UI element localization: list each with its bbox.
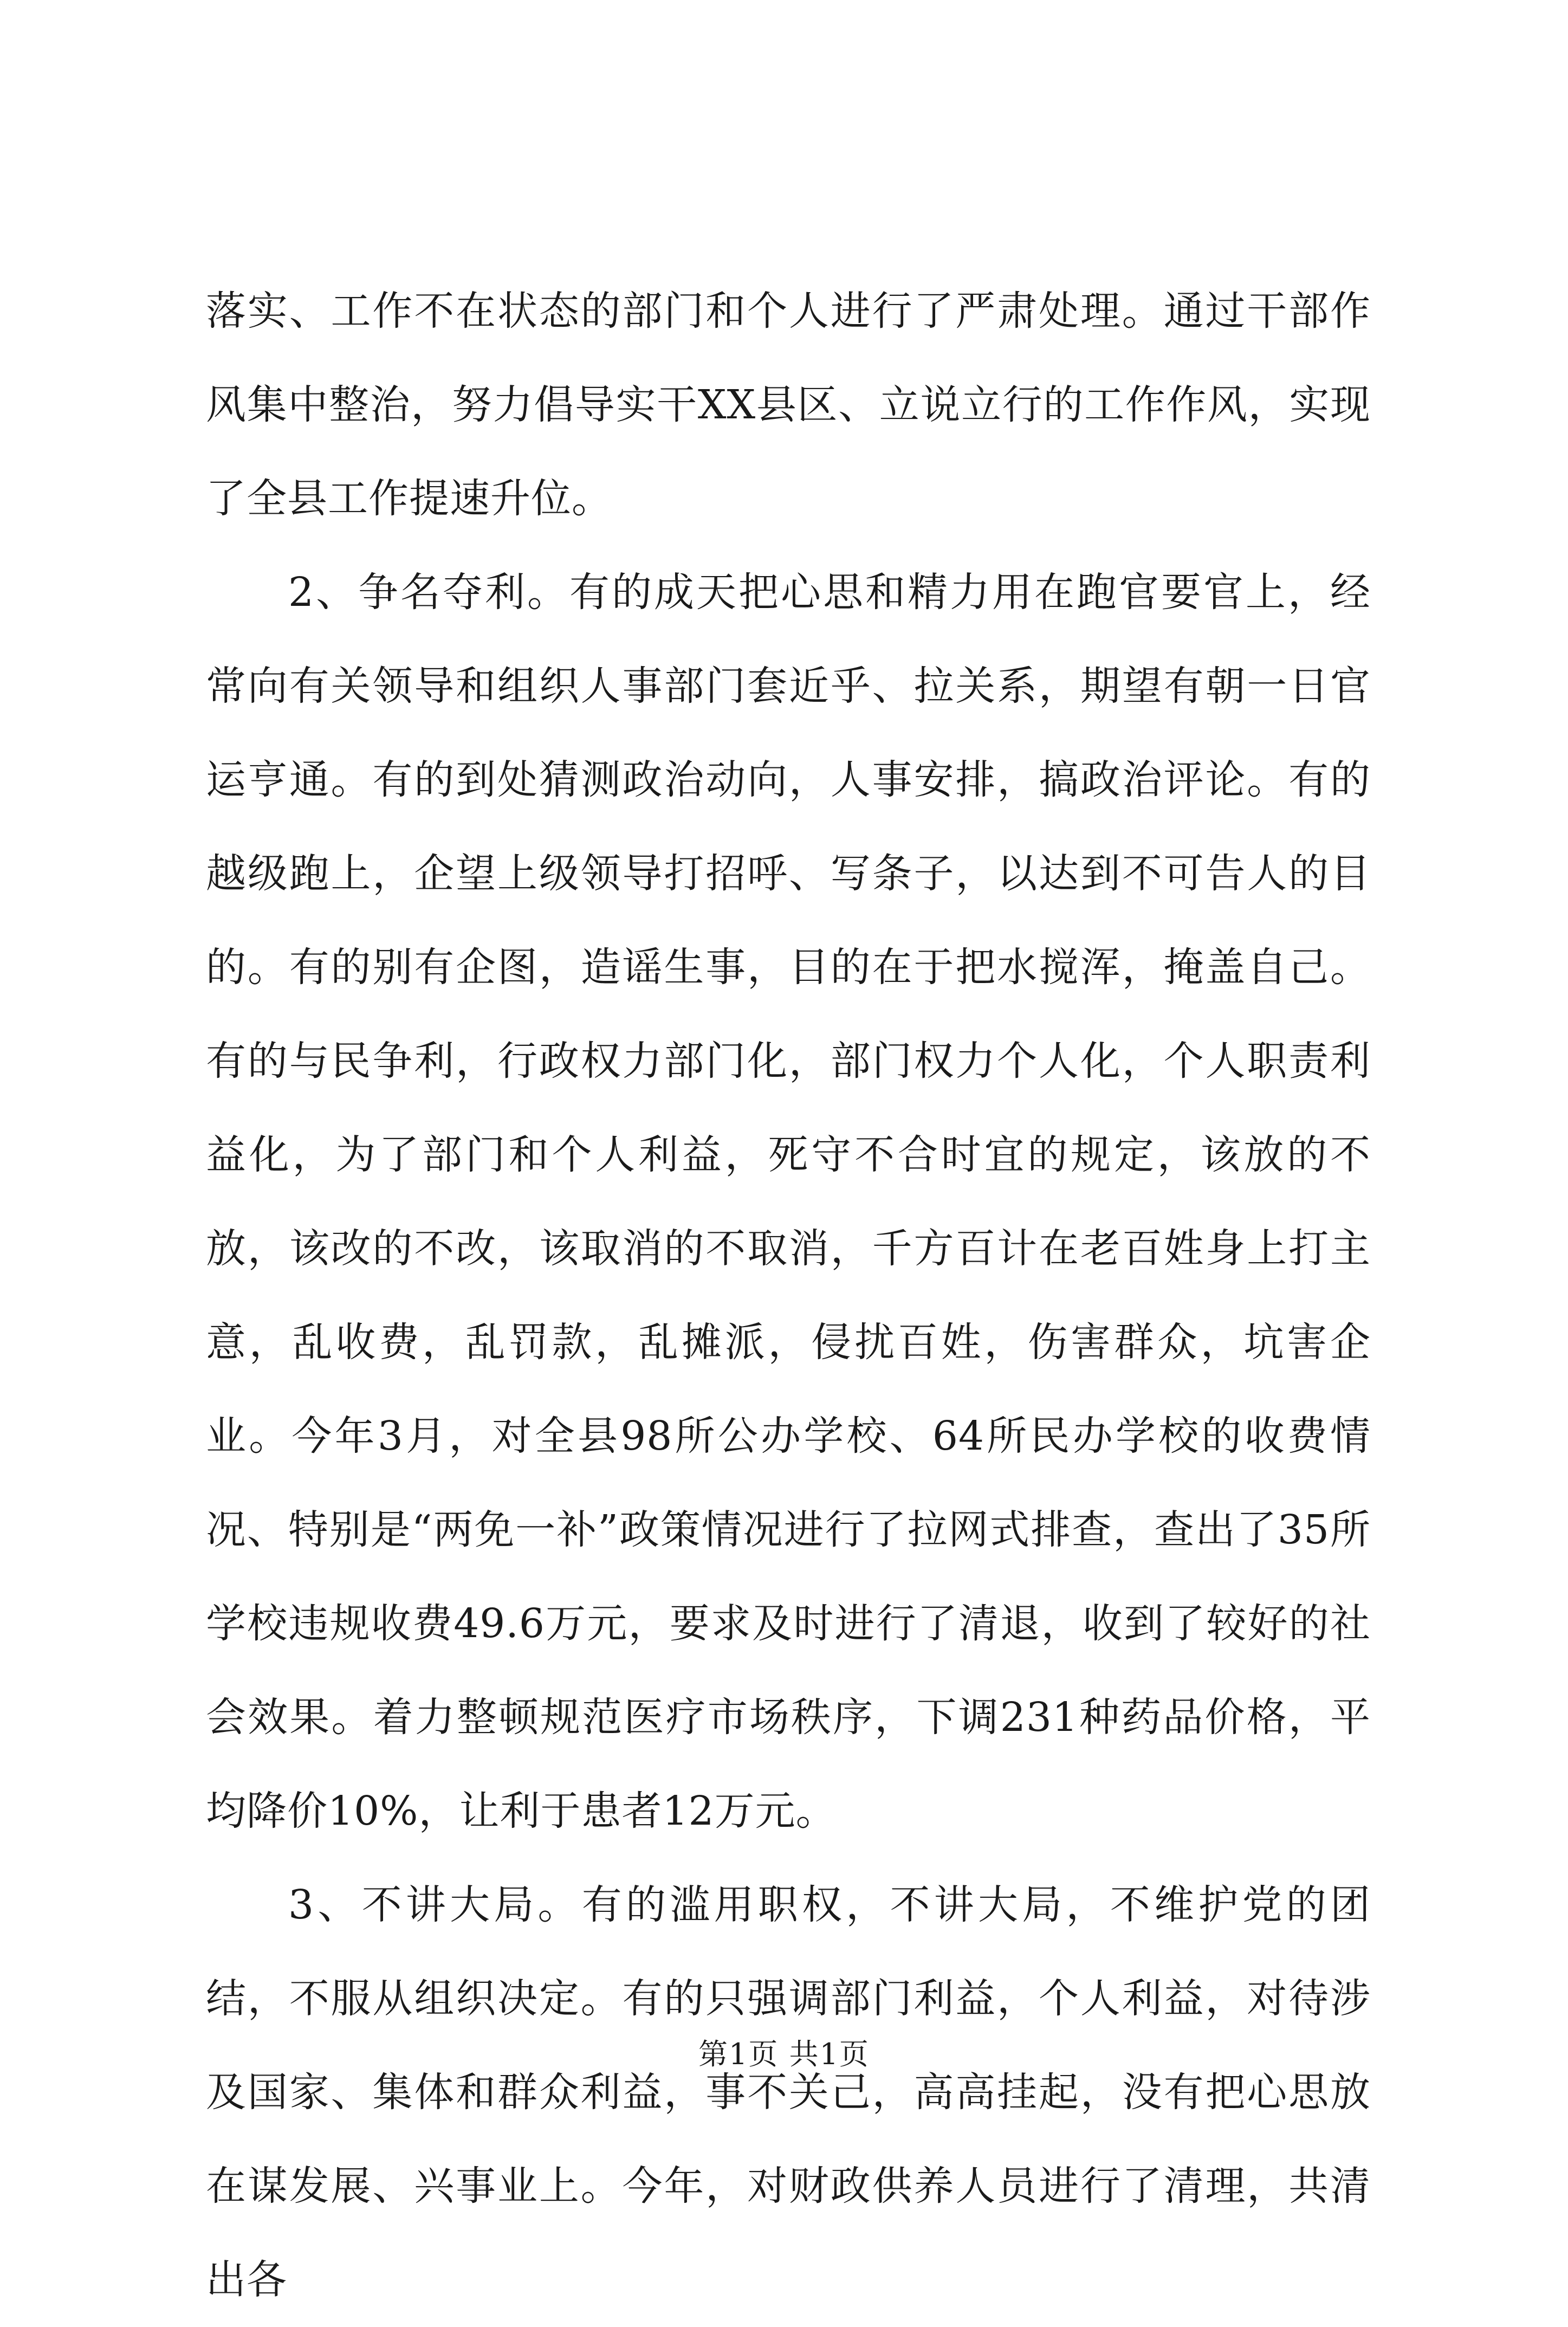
paragraph-continuation: 落实、工作不在状态的部门和个人进行了严肃处理。通过干部作风集中整治，努力倡导实干XX县区、立说立行的工作作风，实现了全县工作提速升位。: [206, 288, 1371, 522]
page-footer: 第1页 共1页: [698, 2037, 870, 2071]
paragraph-item-3: 3、不讲大局。有的滥用职权，不讲大局，不维护党的团结，不服从组织决定。有的只强调部门利益，个人利益，对待涉及国家、集体和群众利益，事不关己，高高挂起，没有把心思放在谋发展、兴事业上。今年，对财政供养人员进行了清理，共清出各: [206, 1882, 1371, 2303]
paragraph-item-2: 2、争名夺利。有的成天把心思和精力用在跑官要官上，经常向有关领导和组织人事部门套近乎、拉关系，期望有朝一日官运亨通。有的到处猜测政治动向，人事安排，搞政治评论。有的越级跑上，企望上级领导打招呼、写条子，以达到不可告人的目的。有的别有企图，造谣生事，目的在于把水搅浑，掩盖自己。有的与民争利，行政权力部门化，部门权力个人化，个人职责利益化，为了部门和个人利益，死守不合时宜的规定，该放的不放，该改的不改，该取消的不取消，千方百计在老百姓身上打主意，乱收费，乱罚款，乱摊派，侵扰百姓，伤害群众，坑害企业。今年3月，对全县98所公办学校、64所民办学校的收费情况、特别是“两免一补”政策情况进行了拉网式排查，查出了35所学校违规收费49.6万元，要求及时进行了清退，收到了较好的社会效果。着力整顿规范医疗市场秩序，下调231种药品价格，平均降价10%，让利于患者12万元。: [206, 569, 1371, 1834]
document-body: [206, 264, 1371, 2327]
